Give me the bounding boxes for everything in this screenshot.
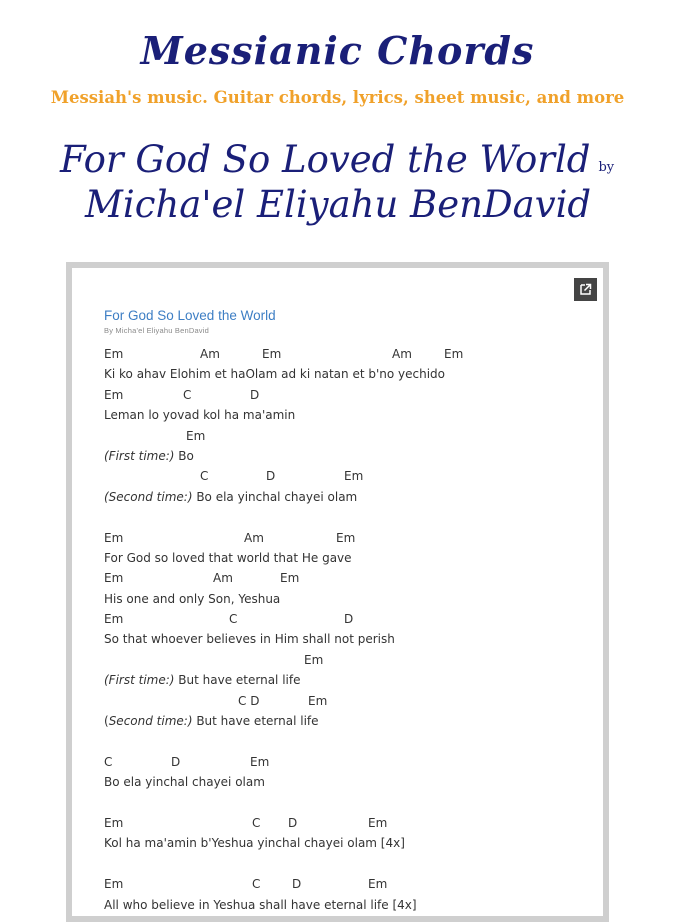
lyric-line bbox=[104, 895, 603, 915]
blank-line bbox=[104, 854, 603, 874]
chord-sheet-lines bbox=[104, 344, 603, 915]
repeat-cue: Second time:) bbox=[108, 714, 193, 729]
chord-symbol: Em bbox=[308, 693, 328, 708]
lyric-line bbox=[104, 772, 603, 792]
chord-symbol: C bbox=[252, 877, 261, 892]
chord-symbol: Em bbox=[186, 428, 206, 443]
chord-symbol: Am bbox=[392, 347, 412, 361]
chord-symbol: Em bbox=[304, 652, 324, 667]
blank-line bbox=[104, 793, 603, 813]
chord-symbol: Em bbox=[444, 347, 464, 361]
lyric-text: For God so loved that world that He gave bbox=[104, 550, 352, 565]
chord-symbol: Em bbox=[368, 877, 388, 892]
chord-symbol: Em bbox=[104, 387, 124, 402]
chord-line bbox=[104, 466, 603, 486]
lyric-line bbox=[104, 670, 603, 690]
lyric-text: Bo bbox=[174, 448, 194, 463]
chord-symbol: Em bbox=[262, 347, 282, 361]
song-heading bbox=[60, 138, 660, 226]
chord-symbol: C D bbox=[238, 693, 260, 708]
song-by-label: by bbox=[598, 160, 615, 175]
lyric-text: Leman lo yovad kol ha ma'amin bbox=[104, 408, 296, 423]
chord-symbol: Em bbox=[104, 530, 124, 545]
embedded-document-frame[interactable] bbox=[66, 262, 609, 922]
lyric-line bbox=[104, 364, 603, 384]
chord-symbol: D bbox=[292, 877, 302, 892]
chord-symbol: D bbox=[344, 612, 354, 627]
chord-line bbox=[104, 691, 603, 711]
lyric-line bbox=[104, 629, 603, 649]
chord-symbol: Em bbox=[344, 469, 364, 484]
blank-line bbox=[104, 731, 603, 751]
chord-symbol: Em bbox=[368, 815, 388, 830]
site-tagline: Messiah's music. Guitar chords, lyrics, sheet music, and more bbox=[50, 88, 625, 107]
lyric-text: But have eternal life bbox=[192, 714, 319, 729]
popout-icon[interactable] bbox=[574, 278, 597, 301]
chord-symbol: C bbox=[104, 754, 113, 769]
repeat-cue: (First time:) bbox=[104, 448, 175, 463]
chord-line bbox=[104, 813, 603, 833]
chord-line bbox=[104, 528, 603, 548]
chord-symbol: Em bbox=[336, 530, 356, 545]
chord-symbol: D bbox=[250, 387, 260, 402]
chord-line bbox=[104, 650, 603, 670]
lyric-text: Kol ha ma'amin b'Yeshua yinchal chayei olam [4x] bbox=[104, 836, 405, 851]
chord-symbol: D bbox=[171, 754, 181, 769]
chord-line bbox=[104, 874, 603, 894]
chord-symbol: Em bbox=[104, 815, 124, 830]
chord-symbol: D bbox=[288, 815, 298, 830]
chord-symbol: C bbox=[229, 612, 238, 627]
chord-symbol: C bbox=[200, 469, 209, 484]
lyric-line bbox=[104, 548, 603, 568]
chord-line bbox=[104, 385, 603, 405]
lyric-line bbox=[104, 833, 603, 853]
chord-symbol: Em bbox=[250, 754, 270, 769]
chord-line bbox=[104, 752, 603, 772]
lyric-prefix: ( bbox=[104, 714, 109, 729]
site-title[interactable]: Messianic Chords bbox=[140, 28, 535, 73]
repeat-cue: (First time:) bbox=[104, 673, 175, 688]
document-page bbox=[72, 268, 603, 916]
chord-symbol: Em bbox=[104, 612, 124, 627]
chord-symbol: Em bbox=[280, 571, 300, 586]
document-title: For God So Loved the World bbox=[104, 308, 276, 323]
chord-symbol: C bbox=[252, 815, 261, 830]
blank-line bbox=[104, 507, 603, 527]
chord-line bbox=[104, 568, 603, 588]
song-title: For God So Loved the World bbox=[60, 138, 591, 181]
lyric-line bbox=[104, 446, 603, 466]
chord-symbol: Em bbox=[104, 347, 124, 361]
lyric-text: But have eternal life bbox=[174, 673, 301, 688]
lyric-line bbox=[104, 487, 603, 507]
document-subtitle: By Micha'el Eliyahu BenDavid bbox=[104, 326, 209, 335]
lyric-text: Ki ko ahav Elohim et haOlam ad ki natan et b'no yechido bbox=[104, 367, 446, 382]
lyric-line bbox=[104, 589, 603, 609]
chord-symbol: Am bbox=[244, 530, 264, 545]
lyric-text: His one and only Son, Yeshua bbox=[104, 591, 281, 606]
lyric-line bbox=[104, 405, 603, 425]
chord-line bbox=[104, 344, 603, 364]
lyric-text: So that whoever believes in Him shall not perish bbox=[104, 632, 395, 647]
lyric-line bbox=[104, 711, 603, 731]
chord-symbol: C bbox=[183, 387, 192, 402]
lyric-text: Bo ela yinchal chayei olam bbox=[104, 775, 265, 790]
lyric-text: Bo ela yinchal chayei olam bbox=[192, 489, 358, 504]
repeat-cue: (Second time:) bbox=[104, 489, 193, 504]
chord-symbol: Am bbox=[200, 347, 220, 361]
chord-symbol: Em bbox=[104, 571, 124, 586]
song-author[interactable]: Micha'el Eliyahu BenDavid bbox=[85, 183, 592, 226]
chord-line bbox=[104, 426, 603, 446]
chord-symbol: D bbox=[266, 469, 276, 484]
chord-symbol: Am bbox=[213, 571, 233, 586]
chord-symbol: Em bbox=[104, 877, 124, 892]
lyric-text: All who believe in Yeshua shall have eternal life [4x] bbox=[104, 897, 417, 912]
chord-line bbox=[104, 609, 603, 629]
